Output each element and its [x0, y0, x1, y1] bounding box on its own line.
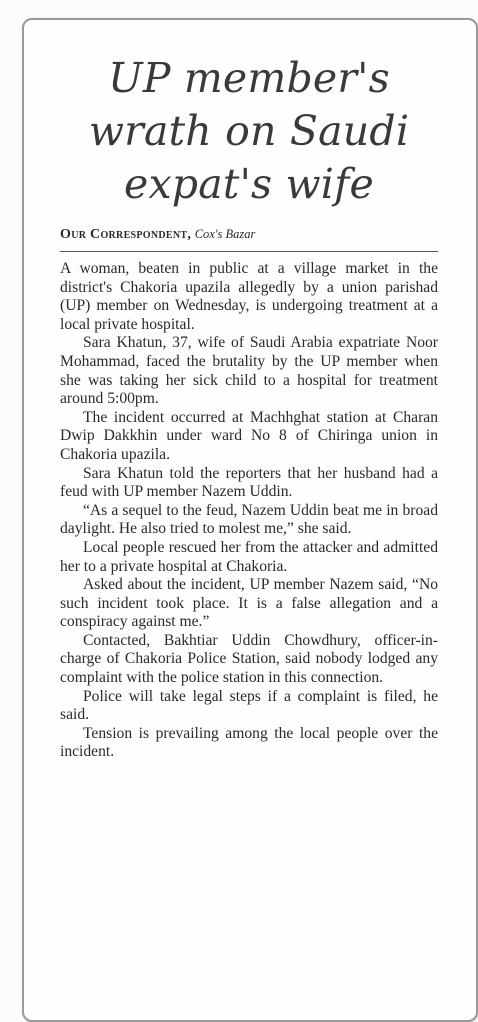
byline-author: Our Correspondent,: [60, 227, 192, 242]
paragraph: Tension is prevailing among the local people over the incident.: [60, 724, 438, 761]
article: [60, 52, 438, 762]
paragraph: Local people rescued her from the attacker and admitted her to a private hospital at Chakoria.: [60, 538, 438, 575]
article-body: [60, 260, 438, 762]
byline: [60, 225, 438, 252]
headline: UP member's wrath on Saudi expat's wife: [88, 54, 410, 208]
paragraph: Sara Khatun told the reporters that her husband had a feud with UP member Nazem Uddin.: [60, 464, 438, 501]
paragraph: A woman, beaten in public at a village market in the district's Chakoria upazila allegedly by a union parishad (UP) member on Wednesday, is undergoing treatment at a local private hospital.: [60, 260, 438, 333]
paragraph: Asked about the incident, UP member Nazem said, “No such incident took place. It is a false allegation and a conspiracy against me.”: [60, 576, 438, 631]
paragraph: The incident occurred at Machhghat station at Charan Dwip Dakkhin under ward No 8 of Chiringa union in Chakoria upazila.: [60, 408, 438, 463]
byline-location: Cox's Bazar: [194, 227, 256, 241]
paragraph: Contacted, Bakhtiar Uddin Chowdhury, officer-in-charge of Chakoria Police Station, said nobody lodged any complaint with the police station in this connection.: [60, 631, 438, 687]
paragraph: Police will take legal steps if a complaint is filed, he said.: [60, 687, 438, 724]
paragraph: Sara Khatun, 37, wife of Saudi Arabia expatriate Noor Mohammad, faced the brutality by the UP member when she was taking her sick child to a hospital for treatment around 5:00pm.: [60, 334, 438, 408]
paragraph: “As a sequel to the feud, Nazem Uddin beat me in broad daylight. He also tried to molest me,” she said.: [60, 501, 438, 538]
